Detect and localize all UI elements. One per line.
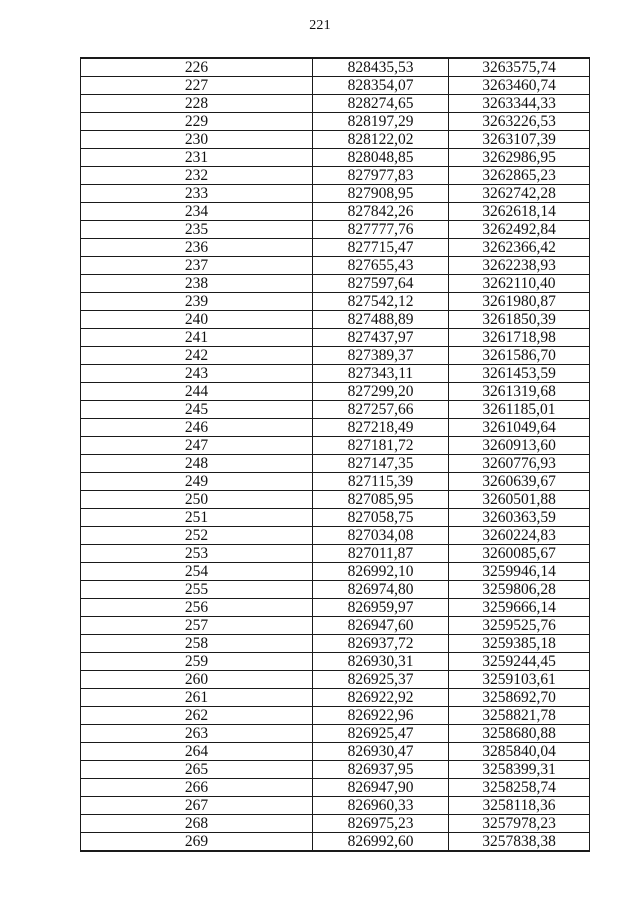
point-number-cell: 232 xyxy=(81,167,313,185)
x-coordinate-cell: 827842,26 xyxy=(313,203,449,221)
table-row xyxy=(81,455,590,473)
point-number-cell: 261 xyxy=(81,689,313,707)
table-row xyxy=(81,275,590,293)
x-coordinate-cell: 827034,08 xyxy=(313,527,449,545)
y-coordinate-cell: 3260639,67 xyxy=(449,473,590,491)
y-coordinate-cell: 3261049,64 xyxy=(449,419,590,437)
x-coordinate-cell: 826947,60 xyxy=(313,617,449,635)
table-row xyxy=(81,329,590,347)
y-coordinate-cell: 3259244,45 xyxy=(449,653,590,671)
table-row xyxy=(81,617,590,635)
table-row xyxy=(81,779,590,797)
point-number-cell: 269 xyxy=(81,833,313,852)
y-coordinate-cell: 3262618,14 xyxy=(449,203,590,221)
table-row xyxy=(81,725,590,743)
table-row xyxy=(81,239,590,257)
x-coordinate-cell: 827715,47 xyxy=(313,239,449,257)
point-number-cell: 226 xyxy=(81,58,313,77)
table-row xyxy=(81,383,590,401)
point-number-cell: 230 xyxy=(81,131,313,149)
table-row xyxy=(81,203,590,221)
y-coordinate-cell: 3261586,70 xyxy=(449,347,590,365)
table-row xyxy=(81,491,590,509)
point-number-cell: 239 xyxy=(81,293,313,311)
x-coordinate-cell: 826925,47 xyxy=(313,725,449,743)
x-coordinate-cell: 826925,37 xyxy=(313,671,449,689)
y-coordinate-cell: 3262986,95 xyxy=(449,149,590,167)
point-number-cell: 255 xyxy=(81,581,313,599)
table-row xyxy=(81,365,590,383)
point-number-cell: 248 xyxy=(81,455,313,473)
x-coordinate-cell: 826960,33 xyxy=(313,797,449,815)
x-coordinate-cell: 826922,92 xyxy=(313,689,449,707)
point-number-cell: 252 xyxy=(81,527,313,545)
point-number-cell: 258 xyxy=(81,635,313,653)
table-row xyxy=(81,833,590,852)
table-row xyxy=(81,527,590,545)
x-coordinate-cell: 827977,83 xyxy=(313,167,449,185)
x-coordinate-cell: 827597,64 xyxy=(313,275,449,293)
x-coordinate-cell: 827085,95 xyxy=(313,491,449,509)
point-number-cell: 231 xyxy=(81,149,313,167)
y-coordinate-cell: 3260501,88 xyxy=(449,491,590,509)
point-number-cell: 259 xyxy=(81,653,313,671)
x-coordinate-cell: 826974,80 xyxy=(313,581,449,599)
x-coordinate-cell: 826930,47 xyxy=(313,743,449,761)
table-row xyxy=(81,437,590,455)
point-number-cell: 243 xyxy=(81,365,313,383)
x-coordinate-cell: 827437,97 xyxy=(313,329,449,347)
table-row xyxy=(81,581,590,599)
point-number-cell: 254 xyxy=(81,563,313,581)
point-number-cell: 268 xyxy=(81,815,313,833)
table-row xyxy=(81,419,590,437)
x-coordinate-cell: 827655,43 xyxy=(313,257,449,275)
table-row xyxy=(81,743,590,761)
y-coordinate-cell: 3285840,04 xyxy=(449,743,590,761)
y-coordinate-cell: 3258258,74 xyxy=(449,779,590,797)
point-number-cell: 263 xyxy=(81,725,313,743)
point-number-cell: 245 xyxy=(81,401,313,419)
table-row xyxy=(81,221,590,239)
table-row xyxy=(81,167,590,185)
x-coordinate-cell: 826937,95 xyxy=(313,761,449,779)
table-row xyxy=(81,707,590,725)
point-number-cell: 240 xyxy=(81,311,313,329)
x-coordinate-cell: 827389,37 xyxy=(313,347,449,365)
y-coordinate-cell: 3263226,53 xyxy=(449,113,590,131)
page-number: 221 xyxy=(309,18,331,33)
table-row xyxy=(81,131,590,149)
point-number-cell: 262 xyxy=(81,707,313,725)
y-coordinate-cell: 3258118,36 xyxy=(449,797,590,815)
y-coordinate-cell: 3261185,01 xyxy=(449,401,590,419)
point-number-cell: 241 xyxy=(81,329,313,347)
table-row xyxy=(81,545,590,563)
y-coordinate-cell: 3263107,39 xyxy=(449,131,590,149)
table-row xyxy=(81,149,590,167)
y-coordinate-cell: 3262110,40 xyxy=(449,275,590,293)
x-coordinate-cell: 827147,35 xyxy=(313,455,449,473)
table-row xyxy=(81,563,590,581)
x-coordinate-cell: 828274,65 xyxy=(313,95,449,113)
y-coordinate-cell: 3257978,23 xyxy=(449,815,590,833)
point-number-cell: 264 xyxy=(81,743,313,761)
point-number-cell: 238 xyxy=(81,275,313,293)
y-coordinate-cell: 3258399,31 xyxy=(449,761,590,779)
point-number-cell: 234 xyxy=(81,203,313,221)
point-number-cell: 267 xyxy=(81,797,313,815)
table-row xyxy=(81,509,590,527)
x-coordinate-cell: 826930,31 xyxy=(313,653,449,671)
y-coordinate-cell: 3258680,88 xyxy=(449,725,590,743)
y-coordinate-cell: 3258692,70 xyxy=(449,689,590,707)
x-coordinate-cell: 826947,90 xyxy=(313,779,449,797)
y-coordinate-cell: 3260913,60 xyxy=(449,437,590,455)
x-coordinate-cell: 827777,76 xyxy=(313,221,449,239)
y-coordinate-cell: 3259103,61 xyxy=(449,671,590,689)
point-number-cell: 251 xyxy=(81,509,313,527)
x-coordinate-cell: 826937,72 xyxy=(313,635,449,653)
table-row xyxy=(81,797,590,815)
y-coordinate-cell: 3263575,74 xyxy=(449,58,590,77)
point-number-cell: 236 xyxy=(81,239,313,257)
x-coordinate-cell: 828354,07 xyxy=(313,77,449,95)
table-row xyxy=(81,95,590,113)
x-coordinate-cell: 828048,85 xyxy=(313,149,449,167)
point-number-cell: 249 xyxy=(81,473,313,491)
table-row xyxy=(81,671,590,689)
table-row xyxy=(81,58,590,77)
x-coordinate-cell: 827908,95 xyxy=(313,185,449,203)
table-row xyxy=(81,113,590,131)
point-number-cell: 229 xyxy=(81,113,313,131)
y-coordinate-cell: 3261980,87 xyxy=(449,293,590,311)
point-number-cell: 227 xyxy=(81,77,313,95)
point-number-cell: 237 xyxy=(81,257,313,275)
y-coordinate-cell: 3257838,38 xyxy=(449,833,590,852)
x-coordinate-cell: 827218,49 xyxy=(313,419,449,437)
y-coordinate-cell: 3262238,93 xyxy=(449,257,590,275)
x-coordinate-cell: 828197,29 xyxy=(313,113,449,131)
x-coordinate-cell: 826992,10 xyxy=(313,563,449,581)
y-coordinate-cell: 3260085,67 xyxy=(449,545,590,563)
point-number-cell: 246 xyxy=(81,419,313,437)
y-coordinate-cell: 3262492,84 xyxy=(449,221,590,239)
point-number-cell: 244 xyxy=(81,383,313,401)
y-coordinate-cell: 3260363,59 xyxy=(449,509,590,527)
table-row xyxy=(81,689,590,707)
table-row xyxy=(81,653,590,671)
table-row xyxy=(81,599,590,617)
point-number-cell: 228 xyxy=(81,95,313,113)
x-coordinate-cell: 827011,87 xyxy=(313,545,449,563)
x-coordinate-cell: 828122,02 xyxy=(313,131,449,149)
table-row xyxy=(81,401,590,419)
table-row xyxy=(81,761,590,779)
table-row xyxy=(81,311,590,329)
x-coordinate-cell: 827542,12 xyxy=(313,293,449,311)
y-coordinate-cell: 3261453,59 xyxy=(449,365,590,383)
point-number-cell: 256 xyxy=(81,599,313,617)
x-coordinate-cell: 826975,23 xyxy=(313,815,449,833)
table-row xyxy=(81,293,590,311)
point-number-cell: 247 xyxy=(81,437,313,455)
y-coordinate-cell: 3259525,76 xyxy=(449,617,590,635)
y-coordinate-cell: 3259806,28 xyxy=(449,581,590,599)
point-number-cell: 242 xyxy=(81,347,313,365)
y-coordinate-cell: 3262366,42 xyxy=(449,239,590,257)
table-row xyxy=(81,815,590,833)
table-row xyxy=(81,473,590,491)
point-number-cell: 235 xyxy=(81,221,313,239)
y-coordinate-cell: 3263344,33 xyxy=(449,95,590,113)
x-coordinate-cell: 827115,39 xyxy=(313,473,449,491)
x-coordinate-cell: 827488,89 xyxy=(313,311,449,329)
y-coordinate-cell: 3261850,39 xyxy=(449,311,590,329)
y-coordinate-cell: 3261319,68 xyxy=(449,383,590,401)
y-coordinate-cell: 3260776,93 xyxy=(449,455,590,473)
point-number-cell: 250 xyxy=(81,491,313,509)
point-number-cell: 265 xyxy=(81,761,313,779)
x-coordinate-cell: 827299,20 xyxy=(313,383,449,401)
y-coordinate-cell: 3262742,28 xyxy=(449,185,590,203)
table-row xyxy=(81,185,590,203)
y-coordinate-cell: 3261718,98 xyxy=(449,329,590,347)
table-row xyxy=(81,257,590,275)
y-coordinate-cell: 3260224,83 xyxy=(449,527,590,545)
x-coordinate-cell: 828435,53 xyxy=(313,58,449,77)
y-coordinate-cell: 3259946,14 xyxy=(449,563,590,581)
y-coordinate-cell: 3259666,14 xyxy=(449,599,590,617)
table-body xyxy=(81,58,590,851)
x-coordinate-cell: 826992,60 xyxy=(313,833,449,852)
x-coordinate-cell: 827257,66 xyxy=(313,401,449,419)
point-number-cell: 253 xyxy=(81,545,313,563)
point-number-cell: 233 xyxy=(81,185,313,203)
x-coordinate-cell: 827181,72 xyxy=(313,437,449,455)
table-row xyxy=(81,635,590,653)
y-coordinate-cell: 3262865,23 xyxy=(449,167,590,185)
x-coordinate-cell: 827058,75 xyxy=(313,509,449,527)
x-coordinate-cell: 826959,97 xyxy=(313,599,449,617)
y-coordinate-cell: 3259385,18 xyxy=(449,635,590,653)
point-number-cell: 260 xyxy=(81,671,313,689)
x-coordinate-cell: 826922,96 xyxy=(313,707,449,725)
y-coordinate-cell: 3263460,74 xyxy=(449,77,590,95)
coordinates-table xyxy=(80,57,590,852)
point-number-cell: 266 xyxy=(81,779,313,797)
y-coordinate-cell: 3258821,78 xyxy=(449,707,590,725)
table-row xyxy=(81,77,590,95)
x-coordinate-cell: 827343,11 xyxy=(313,365,449,383)
table-row xyxy=(81,347,590,365)
point-number-cell: 257 xyxy=(81,617,313,635)
